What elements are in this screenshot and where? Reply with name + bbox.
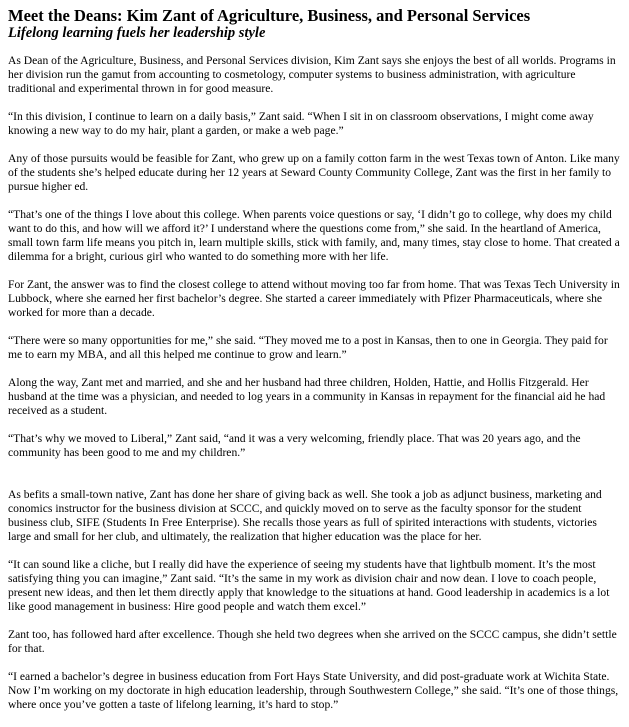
paragraph: “It can sound like a cliche, but I really did have the experience of seeing my students have that lightbulb moment. It’s the most satisfying thing you can imagine,” Zant said. “It’s the same in my work as division chair and now dean. I love to coach people, present new ideas, and then let them directly apply that knowledge to the situations at hand. Good leadership in academics is a lot like good management in business: Hire good people and watch them excel.” xyxy=(8,558,610,613)
paragraph: As Dean of the Agriculture, Business, and Personal Services division, Kim Zant says she enjoys the best of all worlds. Programs in her division run the gamut from accounting to cosmetology, computer systems to business administration, with agriculture traditional and experimental thrown in for good measure. xyxy=(8,54,616,95)
paragraph: As befits a small-town native, Zant has done her share of giving back as well. She took a job as adjunct business, marketing and conomics instructor for the business division at SCCC, and quickly moved on to serve as the faculty sponsor for the student business club, SIFE (Students In Free Enterprise). She recalls those years as full of spirited interactions with students, victories large and small for her club, and ultimately, the realization that higher education was the place for her. xyxy=(8,488,602,543)
paragraph: For Zant, the answer was to find the closest college to attend without moving too far from home. That was Texas Tech University in Lubbock, where she earned her first bachelor’s degree. She started a career immediately with Pfizer Pharmaceuticals, where she worked for more than a decade. xyxy=(8,278,620,319)
paragraph: Along the way, Zant met and married, and she and her husband had three children, Holden, Hattie, and Hollis Fitzgerald. Her husband at the time was a physician, and needed to log years in a community in Kansas in repayment for the financial aid he had received as a student. xyxy=(8,376,606,417)
article xyxy=(8,6,622,726)
paragraph: Zant too, has followed hard after excellence. Though she held two degrees when she arrived on the SCCC campus, she didn’t settle for that. xyxy=(8,628,617,655)
paragraph: “I earned a bachelor’s degree in business education from Fort Hays State University, and did post-graduate work at Wichita State. Now I’m working on my doctorate in high education leadership, through Southwestern College,” she said. “It’s one of those things, where once you’ve gotten a taste of lifelong learning, it’s hard to stop.” xyxy=(8,670,619,711)
paragraph: “There were so many opportunities for me,” she said. “They moved me to a post in Kansas, then to one in Georgia. They paid for me to earn my MBA, and all this helped me continue to grow and learn.” xyxy=(8,334,608,361)
paragraph: “That’s why we moved to Liberal,” Zant said, “and it was a very welcoming, friendly place. That was 20 years ago, and the community has been good to me and my children.” xyxy=(8,432,581,459)
paragraph: “That’s one of the things I love about this college. When parents voice questions or say, ‘I didn’t go to college, why does my child want to do this, and how will we afford it?’ I understand where the questions come from,” she said. In the heartland of America, small town farm life means you pitch in, learn multiple skills, stick with family, and, many times, stay close to home. That created a dilemma for a bright, curious girl who wanted to do something more with her life. xyxy=(8,208,620,263)
paragraph: Any of those pursuits would be feasible for Zant, who grew up on a family cotton farm in the west Texas town of Anton. Like many of the students she’s helped educate during her 12 years at Seward County Community College, Zant was the first in her family to pursue higher ed. xyxy=(8,152,620,193)
article-body xyxy=(8,54,622,712)
article-subtitle: Lifelong learning fuels her leadership style xyxy=(8,25,266,41)
paragraph: “In this division, I continue to learn on a daily basis,” Zant said. “When I sit in on classroom observations, I might come away knowing a new way to do my hair, plant a garden, or make a web page.” xyxy=(8,110,594,137)
article-title: Meet the Deans: Kim Zant of Agriculture, Business, and Personal Services xyxy=(8,6,531,25)
